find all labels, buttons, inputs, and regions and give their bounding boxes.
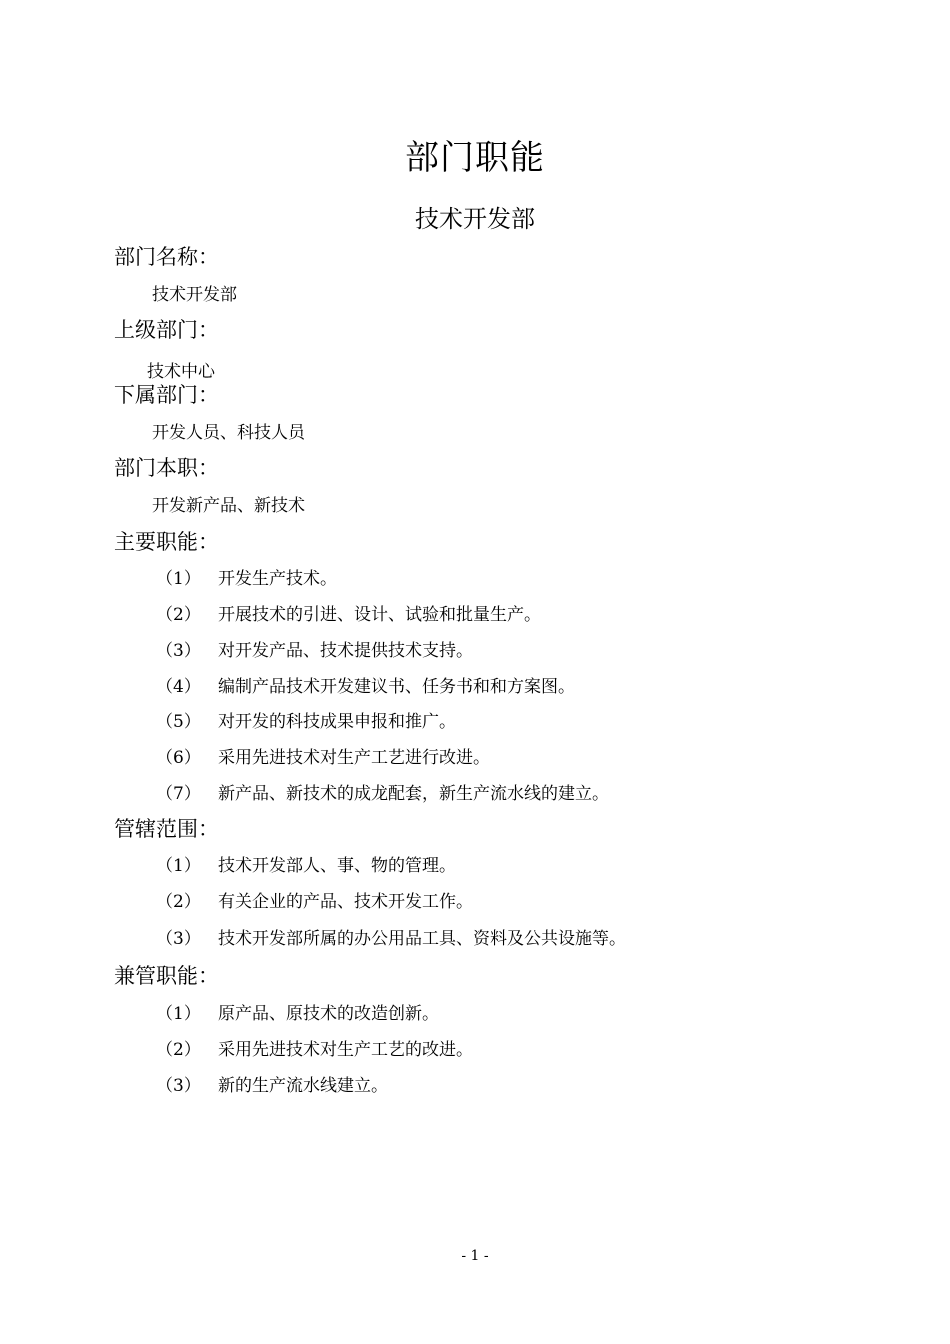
list-item-text: 原产品、原技术的改造创新。 [218, 1004, 439, 1024]
list-item [156, 710, 456, 734]
list-item-number: （2） [156, 892, 201, 912]
list-item [156, 746, 490, 770]
list-item-text: 对开发的科技成果申报和推广。 [218, 712, 456, 732]
list-item-text: 对开发产品、技术提供技术支持。 [218, 641, 473, 661]
section-heading-jurisdiction: 管辖范围： [114, 817, 219, 841]
list-item-text: 编制产品技术开发建议书、任务书和和方案图。 [218, 677, 575, 697]
section-heading-main-functions: 主要职能： [114, 530, 219, 554]
list-item-number: （6） [156, 748, 201, 768]
list-item [156, 1074, 388, 1098]
list-item-text: 采用先进技术对生产工艺的改进。 [218, 1040, 473, 1060]
list-item-number: （7） [156, 784, 201, 804]
document-title: 部门职能 [405, 138, 545, 178]
page-number: - 1 - [461, 1248, 489, 1264]
list-item [156, 890, 473, 914]
list-item [156, 675, 575, 699]
list-item-number: （5） [156, 712, 201, 732]
list-item-text: 有关企业的产品、技术开发工作。 [218, 892, 473, 912]
list-item-number: （1） [156, 1004, 201, 1024]
list-item-number: （1） [156, 569, 201, 589]
section-heading-parent-dept: 上级部门： [114, 318, 219, 342]
list-item-text: 技术开发部人、事、物的管理。 [218, 856, 456, 876]
list-item-number: （2） [156, 1040, 201, 1060]
list-item-text: 技术开发部所属的办公用品工具、资料及公共设施等。 [218, 929, 626, 949]
list-item [156, 1038, 473, 1062]
list-item-text: 开发生产技术。 [218, 569, 337, 589]
list-item-number: （4） [156, 677, 201, 697]
list-item-text: 开展技术的引进、设计、试验和批量生产。 [218, 605, 541, 625]
sub-dept-text: 开发人员、科技人员 [152, 423, 305, 443]
section-heading-concurrent: 兼管职能： [114, 964, 219, 988]
parent-dept-text: 技术中心 [147, 362, 215, 382]
section-heading-sub-dept: 下属部门： [114, 383, 219, 407]
dept-name-text: 技术开发部 [152, 285, 237, 305]
list-item [156, 639, 473, 663]
document-subtitle: 技术开发部 [415, 205, 535, 233]
list-item [156, 854, 456, 878]
list-item-text: 新产品、新技术的成龙配套，新生产流水线的建立。 [218, 784, 609, 804]
list-item [156, 1002, 439, 1026]
section-heading-dept-name: 部门名称： [114, 245, 219, 269]
duty-text: 开发新产品、新技术 [152, 496, 305, 516]
list-item [156, 782, 609, 806]
list-item-text: 采用先进技术对生产工艺进行改进。 [218, 748, 490, 768]
list-item-number: （3） [156, 929, 201, 949]
list-item [156, 927, 626, 951]
list-item-number: （3） [156, 1076, 201, 1096]
list-item-number: （3） [156, 641, 201, 661]
section-heading-duty: 部门本职： [114, 456, 219, 480]
list-item-number: （1） [156, 856, 201, 876]
list-item [156, 567, 337, 591]
list-item [156, 603, 541, 627]
list-item-number: （2） [156, 605, 201, 625]
list-item-text: 新的生产流水线建立。 [218, 1076, 388, 1096]
